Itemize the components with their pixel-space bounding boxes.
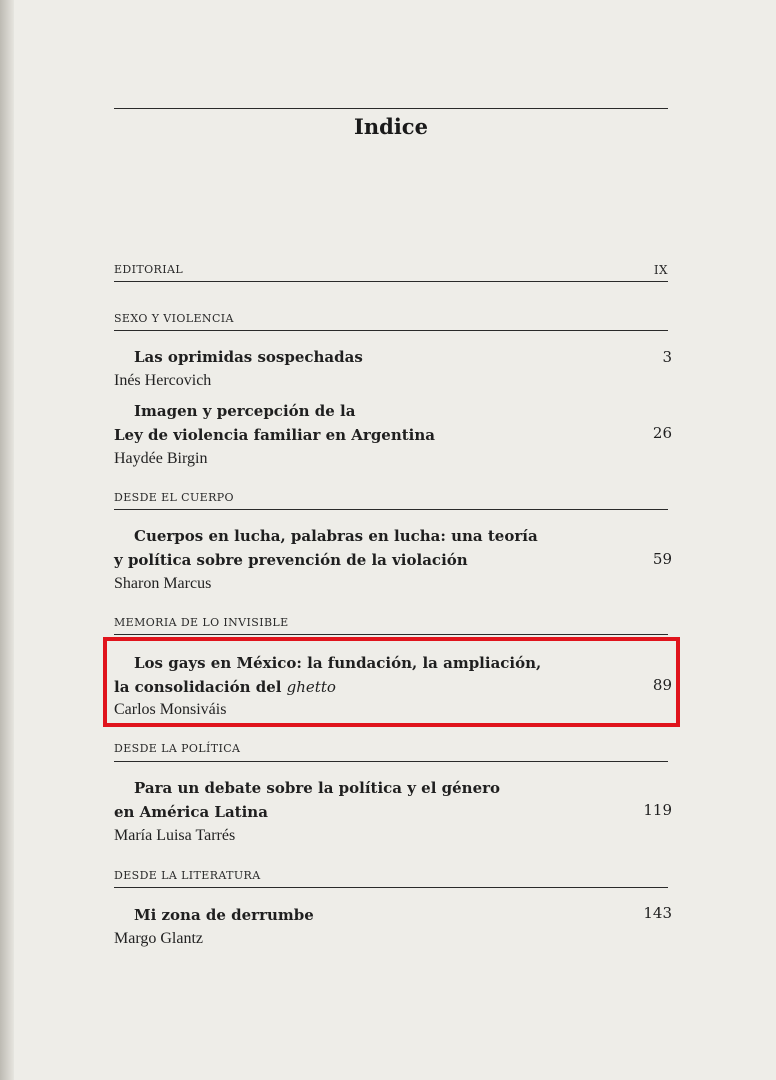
section-rule bbox=[114, 634, 668, 635]
entry-page: 3 bbox=[662, 348, 672, 366]
page-gutter-shadow bbox=[0, 0, 14, 1080]
section-sexo-y-violencia bbox=[114, 312, 668, 325]
entry-title-cont[interactable]: y política sobre prevención de la violación bbox=[114, 551, 468, 569]
entry-title[interactable]: Los gays en México: la fundación, la ampliación, bbox=[134, 654, 542, 672]
entry-title[interactable]: Imagen y percepción de la bbox=[134, 402, 356, 420]
entry-author: Haydée Birgin bbox=[114, 450, 208, 467]
section-label: DESDE LA POLÍTICA bbox=[114, 742, 241, 755]
entry-page: 89 bbox=[652, 676, 672, 694]
entry-page: 59 bbox=[652, 550, 672, 568]
section-memoria-de-lo-invisible bbox=[114, 616, 668, 629]
section-desde-la-politica bbox=[114, 742, 668, 755]
entry-title[interactable]: Las oprimidas sospechadas bbox=[134, 348, 363, 366]
section-desde-la-literatura bbox=[114, 869, 668, 882]
entry-page: 143 bbox=[643, 904, 672, 922]
entry-author: María Luisa Tarrés bbox=[114, 827, 236, 844]
entry-title[interactable]: Mi zona de derrumbe bbox=[134, 906, 314, 924]
section-editorial bbox=[114, 263, 668, 276]
entry-title[interactable]: Cuerpos en lucha, palabras en lucha: una teoría bbox=[134, 527, 538, 545]
entry-author: Sharon Marcus bbox=[114, 575, 212, 592]
highlight-box bbox=[103, 637, 680, 727]
entry-author: Margo Glantz bbox=[114, 930, 204, 947]
section-rule bbox=[114, 887, 668, 888]
section-rule bbox=[114, 509, 668, 510]
entry-title-text: la consolidación del bbox=[114, 678, 287, 696]
page-number: IX bbox=[653, 263, 668, 277]
top-rule bbox=[114, 108, 668, 109]
section-rule bbox=[114, 761, 668, 762]
entry-author: Carlos Monsiváis bbox=[114, 701, 227, 718]
entry-title-italic: ghetto bbox=[286, 678, 336, 696]
section-desde-el-cuerpo bbox=[114, 491, 668, 504]
section-rule bbox=[114, 281, 668, 282]
entry-author: Inés Hercovich bbox=[114, 372, 212, 389]
entry-page: 26 bbox=[652, 424, 672, 442]
section-rule bbox=[114, 330, 668, 331]
entry-title-cont[interactable]: en América Latina bbox=[114, 803, 268, 821]
page-title: Indice bbox=[354, 114, 428, 139]
entry-title[interactable]: Para un debate sobre la política y el género bbox=[134, 779, 501, 797]
section-label: EDITORIAL bbox=[114, 263, 184, 276]
entry-page: 119 bbox=[643, 801, 672, 819]
section-label: DESDE LA LITERATURA bbox=[114, 869, 261, 882]
section-label: MEMORIA DE LO INVISIBLE bbox=[114, 616, 289, 629]
section-label: SEXO Y VIOLENCIA bbox=[114, 312, 234, 325]
entry-title-cont[interactable]: Ley de violencia familiar en Argentina bbox=[114, 426, 436, 444]
section-label: DESDE EL CUERPO bbox=[114, 491, 234, 504]
